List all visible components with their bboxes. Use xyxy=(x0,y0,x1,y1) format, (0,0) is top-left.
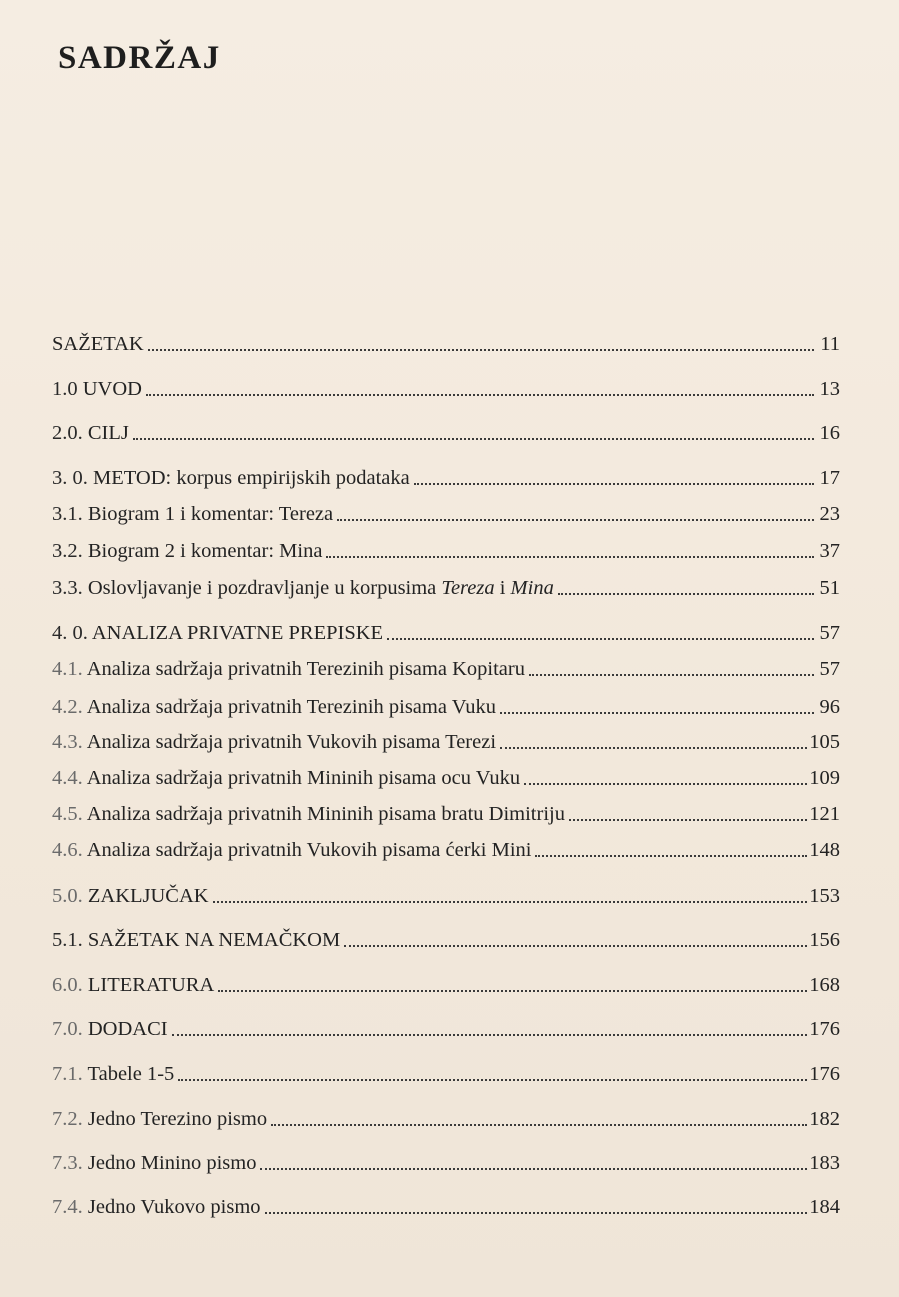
toc-page-number: 23 xyxy=(819,503,840,525)
dot-leader xyxy=(387,638,814,640)
toc-page-number: 11 xyxy=(820,333,840,355)
toc-entry-label: 3.1. Biogram 1 i komentar: Tereza xyxy=(52,503,334,525)
toc-entry xyxy=(52,878,840,908)
toc-page-number: 156 xyxy=(809,929,840,951)
toc-entry-label: 7.3. Jedno Minino pismo xyxy=(52,1152,257,1174)
dot-leader xyxy=(500,712,814,714)
toc-entry xyxy=(52,832,840,862)
toc-entry-label: 4.1. Analiza sadržaja privatnih Terezinih pisama Kopitaru xyxy=(52,658,525,680)
toc-page-number: 121 xyxy=(809,803,840,825)
dot-leader xyxy=(172,1034,808,1036)
toc-page-number: 17 xyxy=(819,467,840,489)
toc-entry-label: SAŽETAK xyxy=(52,333,144,355)
toc-entry xyxy=(52,724,840,754)
dot-leader xyxy=(337,519,814,521)
dot-leader xyxy=(148,349,814,351)
dot-leader xyxy=(535,855,807,857)
toc-page-number: 51 xyxy=(819,577,840,599)
toc-page-number: 168 xyxy=(809,974,840,996)
dot-leader xyxy=(524,783,807,785)
toc-entry xyxy=(52,460,840,490)
toc-page-number: 176 xyxy=(809,1063,840,1085)
dot-leader xyxy=(133,438,814,440)
toc-entry xyxy=(52,1056,840,1086)
toc-entry-label: 4. 0. ANALIZA PRIVATNE PREPISKE xyxy=(52,622,384,644)
toc-entry-label: 7.4. Jedno Vukovo pismo xyxy=(52,1196,261,1218)
toc-page-number: 182 xyxy=(809,1108,840,1130)
toc-entry-label: 5.1. SAŽETAK NA NEMAČKOM xyxy=(52,929,341,951)
toc-page-number: 16 xyxy=(819,422,840,444)
dot-leader xyxy=(558,593,814,595)
toc-entry xyxy=(52,533,840,563)
toc-page-number: 176 xyxy=(809,1018,840,1040)
toc-entry xyxy=(52,415,840,445)
toc-page-number: 109 xyxy=(809,767,840,789)
toc-entry-label: 3. 0. METOD: korpus empirijskih podataka xyxy=(52,467,410,489)
toc-entry-label: 3.3. Oslovljavanje i pozdravljanje u korpusima Tereza i Mina xyxy=(52,577,554,599)
toc-entry xyxy=(52,570,840,600)
toc-entry-label: 1.0 UVOD xyxy=(52,378,142,400)
toc-entry-label: 4.3. Analiza sadržaja privatnih Vukovih pisama Terezi xyxy=(52,731,497,753)
toc-entry xyxy=(52,1189,840,1219)
toc-entry-label: 7.2. Jedno Terezino pismo xyxy=(52,1108,268,1130)
dot-leader xyxy=(271,1124,807,1126)
dot-leader xyxy=(260,1168,807,1170)
dot-leader xyxy=(326,556,814,558)
dot-leader xyxy=(218,990,807,992)
toc-entry xyxy=(52,615,840,645)
dot-leader xyxy=(529,674,814,676)
toc-page-number: 13 xyxy=(819,378,840,400)
toc-entry xyxy=(52,496,840,526)
toc-entry-label: 4.6. Analiza sadržaja privatnih Vukovih pisama ćerki Mini xyxy=(52,839,532,861)
toc-entry-label: 3.2. Biogram 2 i komentar: Mina xyxy=(52,540,323,562)
page-title: SADRŽAJ xyxy=(58,40,221,76)
toc-entry-label: 2.0. CILJ xyxy=(52,422,129,444)
dot-leader xyxy=(146,394,814,396)
toc-entry-label: 4.4. Analiza sadržaja privatnih Mininih pisama ocu Vuku xyxy=(52,767,521,789)
toc-entry-label: 5.0. ZAKLJUČAK xyxy=(52,885,209,907)
toc-entry xyxy=(52,326,840,356)
dot-leader xyxy=(344,945,807,947)
dot-leader xyxy=(414,483,814,485)
toc-page-number: 96 xyxy=(819,696,840,718)
dot-leader xyxy=(213,901,808,903)
toc-entry xyxy=(52,689,840,719)
toc-page-number: 37 xyxy=(819,540,840,562)
toc-entry xyxy=(52,796,840,826)
toc-page-number: 184 xyxy=(809,1196,840,1218)
toc-entry xyxy=(52,922,840,952)
dot-leader xyxy=(569,819,807,821)
toc-entry-label: 4.5. Analiza sadržaja privatnih Mininih pisama bratu Dimitriju xyxy=(52,803,565,825)
toc-page-number: 57 xyxy=(819,622,840,644)
toc-page-number: 105 xyxy=(809,731,840,753)
toc-entry xyxy=(52,1011,840,1041)
toc-entry xyxy=(52,967,840,997)
toc-page-number: 57 xyxy=(819,658,840,680)
dot-leader xyxy=(178,1079,807,1081)
toc-page-number: 153 xyxy=(809,885,840,907)
toc-page-number: 183 xyxy=(809,1152,840,1174)
toc-entry xyxy=(52,651,840,681)
table-of-contents xyxy=(52,0,842,1297)
dot-leader xyxy=(265,1212,808,1214)
dot-leader xyxy=(500,747,807,749)
toc-page-number: 148 xyxy=(809,839,840,861)
toc-entry xyxy=(52,371,840,401)
toc-entry xyxy=(52,760,840,790)
toc-entry-label: 4.2. Analiza sadržaja privatnih Terezinih pisama Vuku xyxy=(52,696,497,718)
toc-entry xyxy=(52,1101,840,1131)
toc-entry-label: 7.0. DODACI xyxy=(52,1018,168,1040)
toc-entry xyxy=(52,1145,840,1175)
toc-entry-label: 6.0. LITERATURA xyxy=(52,974,215,996)
toc-entry-label: 7.1. Tabele 1-5 xyxy=(52,1063,175,1085)
